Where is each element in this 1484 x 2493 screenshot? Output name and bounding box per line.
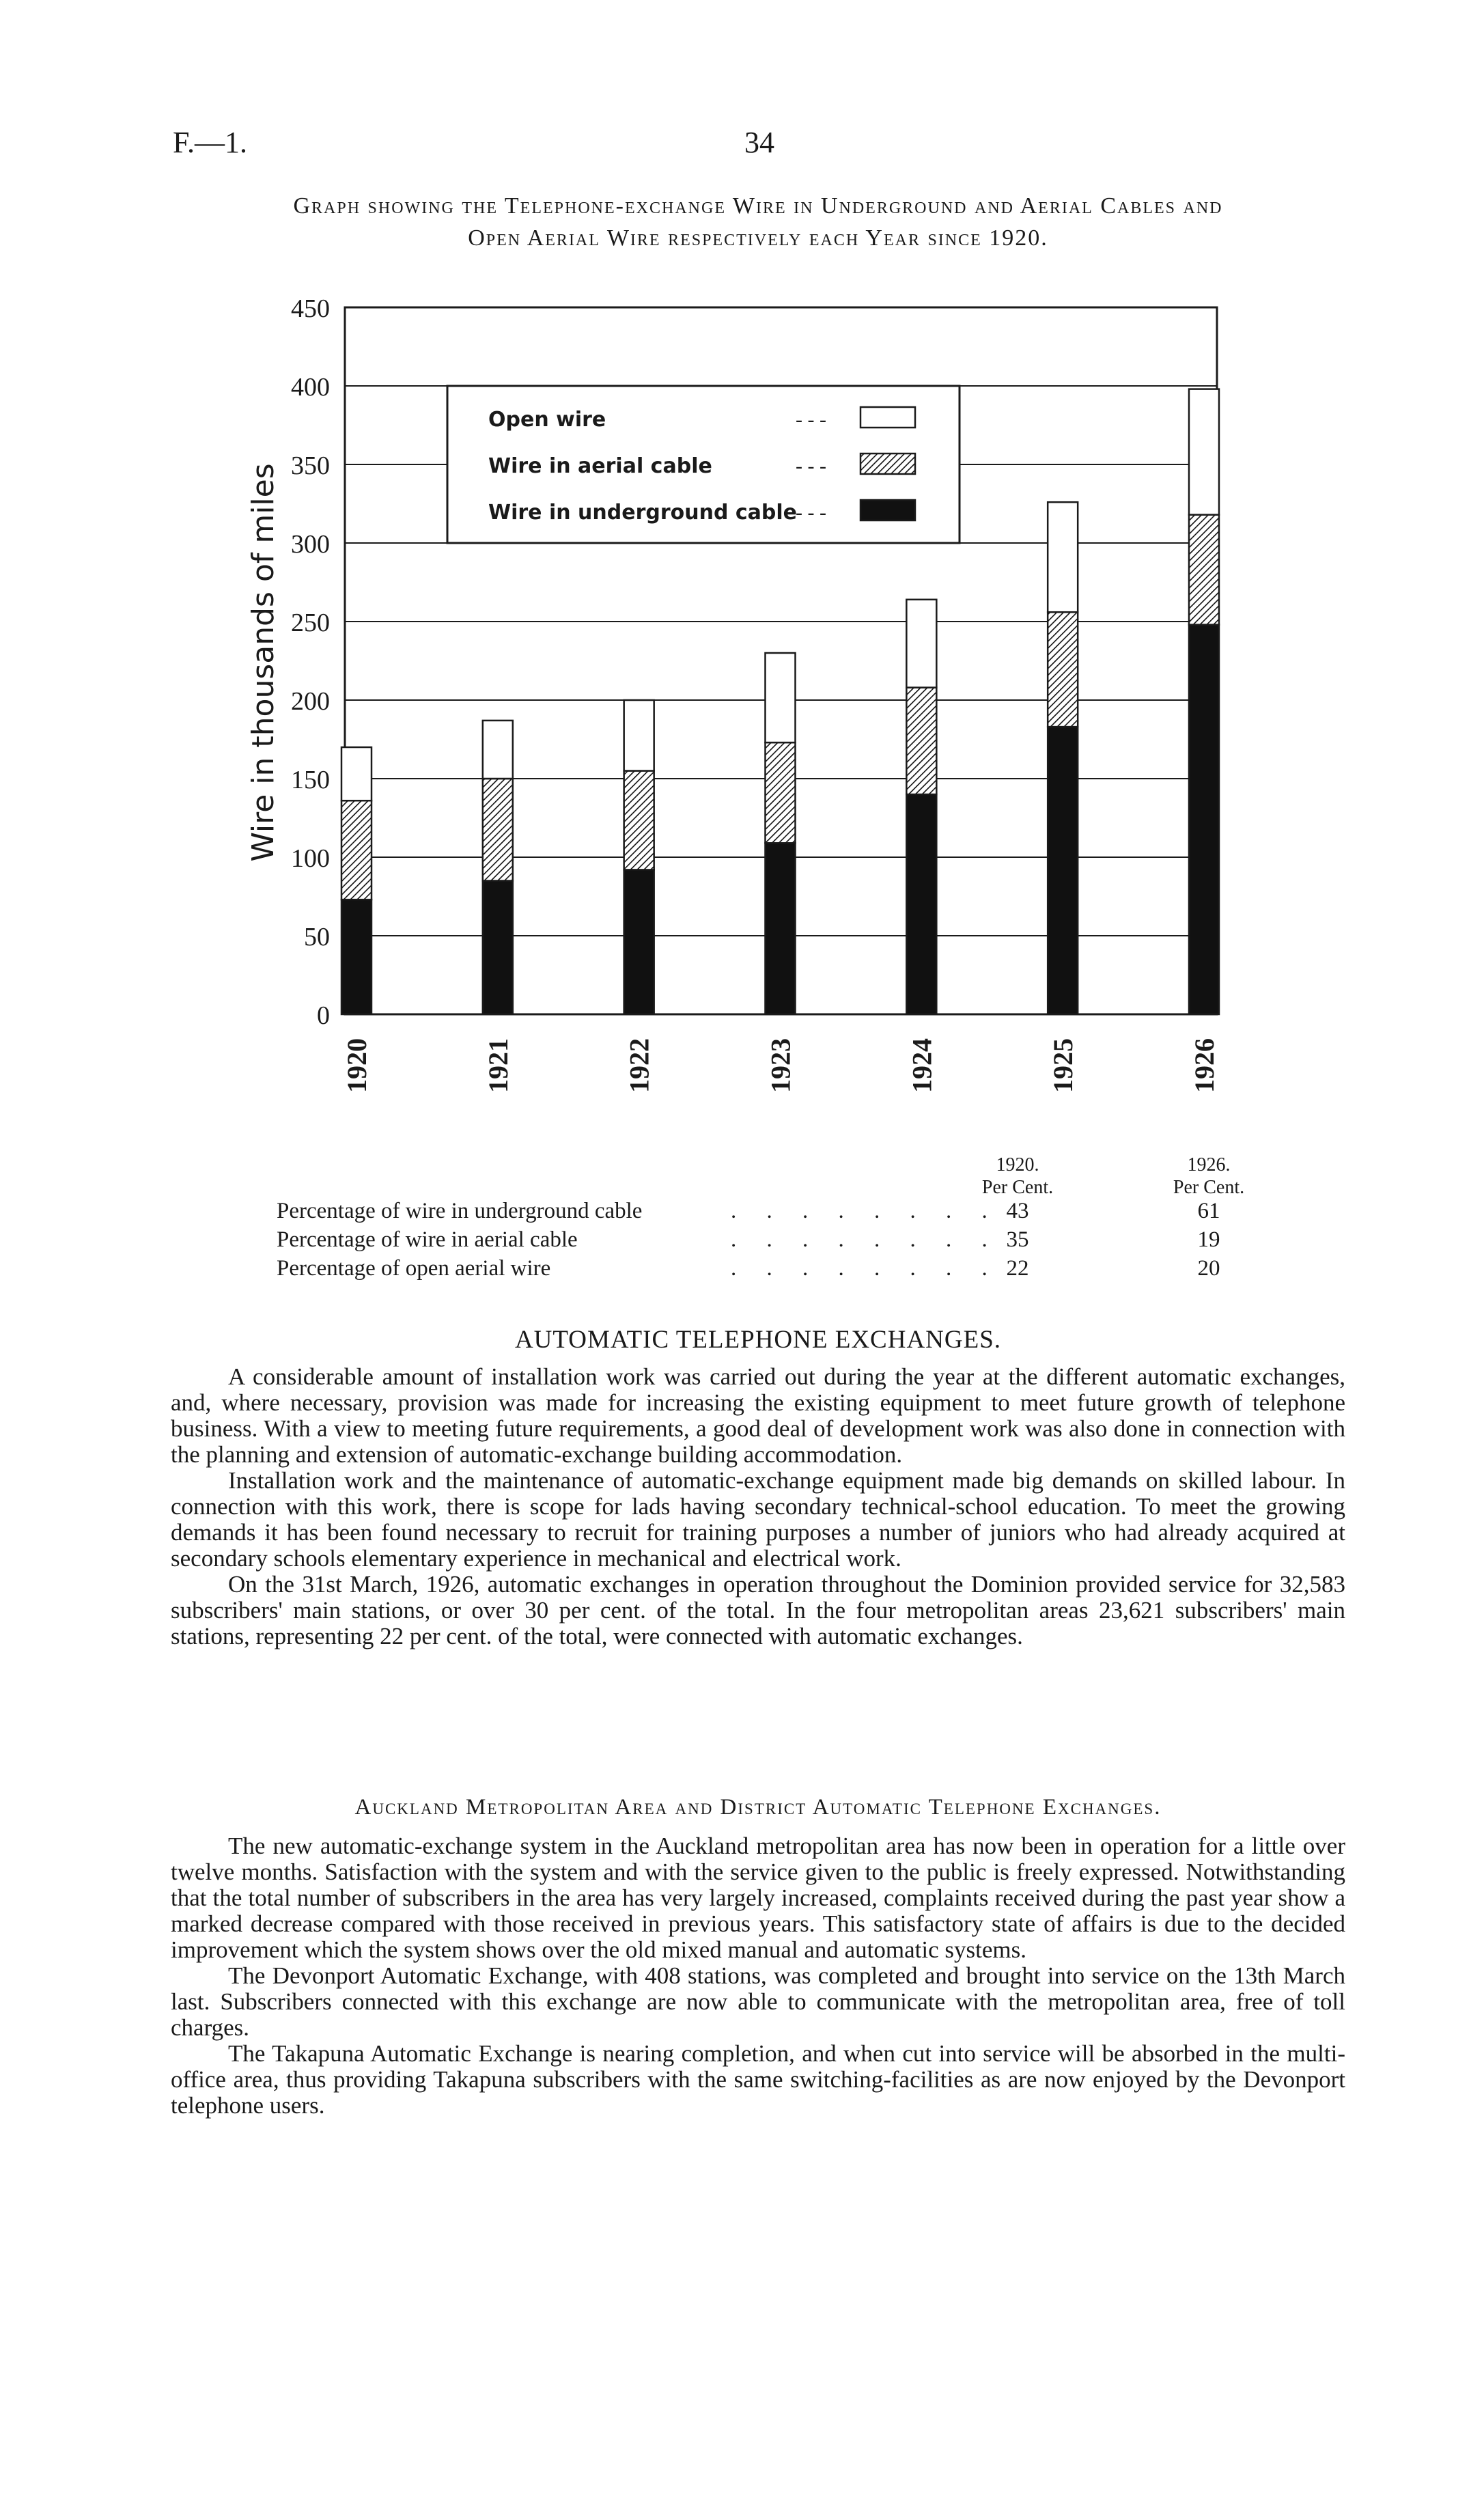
graph-title-line-1: Graph showing the Telephone-exchange Wire in Underground and Aerial Cables and <box>293 193 1223 219</box>
bar-segment <box>624 869 654 1014</box>
legend-swatch <box>860 407 915 428</box>
automatic-exchanges-body <box>171 1364 1345 1649</box>
bar-segment <box>624 700 654 771</box>
table-col-1926-year: 1926. <box>1187 1154 1231 1175</box>
table-row-leader: . . . . . . . . <box>731 1227 1000 1252</box>
table-col-1920-unit: Per Cent. <box>981 1177 1054 1198</box>
x-tick-label: 1921 <box>482 1038 514 1093</box>
legend-label: Wire in aerial cable <box>488 454 712 478</box>
table-col-1920-year: 1920. <box>996 1154 1039 1175</box>
wire-stacked-bar-chart <box>225 287 1250 1106</box>
legend <box>447 386 960 543</box>
y-axis-ticks <box>291 294 330 1030</box>
y-tick-label: 100 <box>291 844 330 873</box>
table-row-label: Percentage of open aerial wire <box>277 1256 551 1281</box>
table-cell-1926: 61 <box>1197 1199 1220 1223</box>
legend-swatch <box>860 454 915 474</box>
bar-segment <box>1048 727 1078 1014</box>
table-cell-1920: 22 <box>1006 1256 1029 1281</box>
bar-segment <box>1048 502 1078 612</box>
y-tick-label: 400 <box>291 373 330 402</box>
paragraph: On the 31st March, 1926, automatic exchanges in operation throughout the Dominion provided service for 32,583 subscribers' main stations, or over 30 per cent. of the total. In the four metropolitan areas 23,621 subscribers' main stations, representing 22 per cent. of the total, were connected with automatic exchanges. <box>171 1571 1345 1649</box>
bar-segment <box>624 771 654 870</box>
bar-segment <box>766 653 796 742</box>
legend-label: Open wire <box>488 408 606 432</box>
bar-segment <box>1189 625 1219 1014</box>
section-heading-auckland: Auckland Metropolitan Area and District Automatic Telephone Exchanges. <box>354 1795 1162 1820</box>
y-tick-label: 250 <box>291 609 330 637</box>
page-reference: F.—1. <box>173 126 247 159</box>
y-tick-label: 0 <box>317 1001 330 1030</box>
auckland-body <box>171 1833 1345 2119</box>
table-cell-1926: 19 <box>1197 1227 1220 1252</box>
x-tick-label: 1922 <box>624 1038 655 1093</box>
table-row-leader: . . . . . . . . <box>731 1199 1000 1223</box>
x-axis-ticks <box>341 1038 1220 1093</box>
bar-segment <box>483 779 513 881</box>
bar-segment <box>906 688 936 794</box>
x-tick-label: 1920 <box>341 1038 372 1093</box>
bar-segment <box>341 800 372 900</box>
section-heading-automatic-exchanges: AUTOMATIC TELEPHONE EXCHANGES. <box>514 1326 1002 1354</box>
table-cell-1926: 20 <box>1197 1256 1220 1281</box>
paragraph: The Takapuna Automatic Exchange is nearing completion, and when cut into service will be absorbed in the multi-office area, thus providing Takapuna subscribers with the same switching-facilities as are now enjoyed by the Devonport telephone users. <box>171 2040 1345 2119</box>
table-row-label: Percentage of wire in aerial cable <box>277 1227 578 1252</box>
paragraph: The Devonport Automatic Exchange, with 408 stations, was completed and brought into service on the 13th March last. Subscribers connected with this exchange are now able to communicate with the metropolitan area, free of toll charges. <box>171 1962 1345 2041</box>
x-tick-label: 1923 <box>765 1038 796 1093</box>
legend-leader: - - - <box>796 501 826 524</box>
table-cell-1920: 43 <box>1006 1199 1029 1223</box>
graph-title-line-2: Open Aerial Wire respectively each Year since 1920. <box>468 225 1048 251</box>
bar-segment <box>1048 612 1078 727</box>
y-tick-label: 450 <box>291 294 330 323</box>
page-number: 34 <box>744 126 774 159</box>
bar-segment <box>766 742 796 843</box>
bar-segment <box>906 794 936 1014</box>
y-tick-label: 350 <box>291 451 330 480</box>
paragraph: The new automatic-exchange system in the Auckland metropolitan area has now been in operation for a little over twelve months. Satisfaction with the system and with the service given to the public is freely expressed. Notwithstanding that the total number of subscribers in the area has very largely increased, complaints received during the past year show a marked decrease compared with those received in previous years. This satisfactory state of affairs is due to the decided improvement which the system shows over the old mixed manual and automatic systems. <box>171 1833 1345 1963</box>
bar-segment <box>341 747 372 800</box>
legend-leader: - - - <box>796 408 826 431</box>
y-tick-label: 50 <box>304 923 330 951</box>
y-tick-label: 150 <box>291 766 330 794</box>
legend-leader: - - - <box>796 455 826 477</box>
table-row-leader: . . . . . . . . <box>731 1256 1000 1281</box>
paragraph: Installation work and the maintenance of automatic-exchange equipment made big demands on skilled labour. In connection with this work, there is scope for lads having secondary technical-school education. To meet the growing demands it has been found necessary to recruit for training purposes a number of juniors who had already acquired at secondary schools elementary experience in mechanical and electrical work. <box>171 1467 1345 1572</box>
bar-segment <box>483 721 513 779</box>
bar-segment <box>766 843 796 1014</box>
bar-segment <box>341 900 372 1014</box>
bar-segment <box>1189 515 1219 625</box>
table-row-label: Percentage of wire in underground cable <box>277 1199 643 1223</box>
table-col-1926-unit: Per Cent. <box>1173 1177 1245 1198</box>
paragraph: A considerable amount of installation work was carried out during the year at the different automatic exchanges, and, where necessary, provision was made for increasing the existing equipment to meet future growth of telephone business. With a view to meeting future requirements, a good deal of development work was also done in connection with the planning and extension of automatic-exchange building accommodation. <box>171 1363 1345 1468</box>
legend-label: Wire in underground cable <box>488 501 798 525</box>
bar-segment <box>483 881 513 1015</box>
bar-segment <box>906 600 936 688</box>
bar-segment <box>1189 389 1219 515</box>
x-tick-label: 1924 <box>906 1038 938 1093</box>
x-tick-label: 1926 <box>1189 1038 1220 1093</box>
x-tick-label: 1925 <box>1048 1038 1079 1093</box>
y-tick-label: 300 <box>291 530 330 559</box>
legend-swatch <box>860 500 915 520</box>
y-tick-label: 200 <box>291 687 330 716</box>
table-cell-1920: 35 <box>1006 1227 1029 1252</box>
y-axis-label: Wire in thousands of miles <box>246 463 281 862</box>
